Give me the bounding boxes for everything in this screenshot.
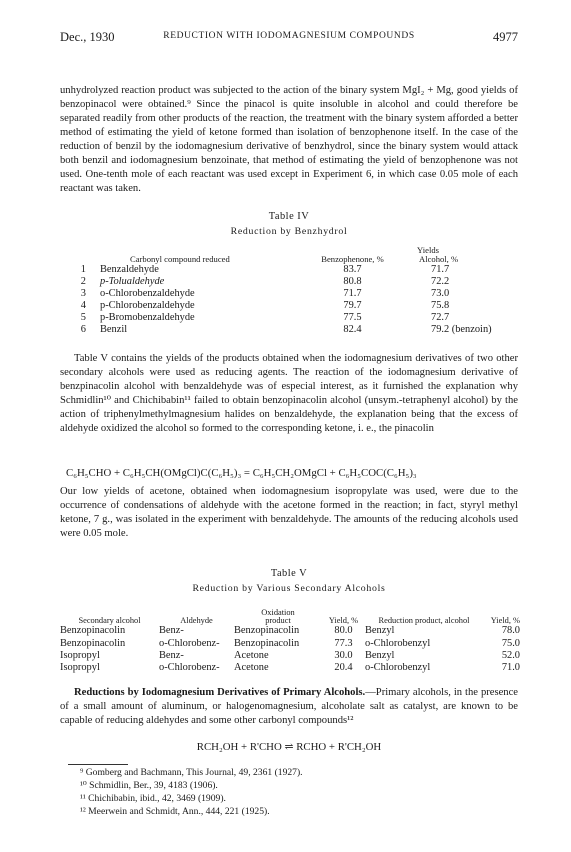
table-5-col-alcohol: Secondary alcohol [78,616,141,625]
table-5-col-reduction: Reduction product, alcohol [378,616,470,625]
table-5-col-oxidation: Oxidation product [261,607,295,625]
section-body: —Primary alcohols, in the presence of a small amount of aluminum, or halogenomagnesium, alcoholate salt as catalyst, are known to be capable of reducing aldehydes and some other carbonyl compounds¹² [60,687,518,726]
table-cell: p-Bromobenzaldehyde [100,312,195,324]
table-row: 5 p-Bromobenzaldehyde 77.5 72.7 [80,312,450,324]
table-row: 2 p-Tolualdehyde 80.8 72.2 [80,276,450,288]
table-4 [60,246,520,337]
footnote-divider [68,764,128,765]
table-5-title: Reduction by Various Secondary Alcohols [192,583,386,594]
table-row: Benzopinacolin Benz- Benzopinacolin 80.0 Benzyl 78.0 [60,625,520,637]
table-row: 1 Benzaldehyde 83.7 71.7 [80,264,450,275]
section-heading: Reductions by Iodomagnesium Derivatives of Primary Alcohols. [74,687,366,698]
table-row: Isopropyl o-Chlorobenz- Acetone 20.4 o-Chlorobenzyl 71.0 [60,661,520,673]
footnote-9: ⁹ Gomberg and Bachmann, This Journal, 49, 2361 (1927). [80,767,303,778]
table-4-title: Reduction by Benzhydrol [230,226,348,237]
table-5-col-aldehyde: Aldehyde [180,616,213,625]
table-row: 3 o-Chlorobenzaldehyde 71.7 73.0 [80,288,450,300]
table-5 [60,608,520,674]
table-row: 4 p-Chlorobenzaldehyde 79.7 75.8 [80,300,450,312]
table-row: 6 Benzil 82.4 79.2 (benzoin) [80,324,492,336]
header-date: Dec., 1930 [60,30,115,44]
table-cell: Benzaldehyde [100,264,159,275]
table-row: Benzopinacolin o-Chlorobenz- Benzopinacolin 77.3 o-Chlorobenzyl 75.0 [60,637,520,649]
table-5-col-yield-2: Yield, % [490,616,520,625]
equation-2: RCH₂OH + R'CHO ⇌ RCHO + R'CH₂OH [196,741,382,753]
table-cell: p-Tolualdehyde [100,276,165,288]
running-head [60,30,518,48]
header-title: REDUCTION WITH IODOMAGNESIUM COMPOUNDS [163,31,415,41]
equation-1: C₆H₅CHO + C₆H₅CH(OMgCl)C(C₆H₅)₃ = C₆H₅CH₂OMgCl + C₆H₅COC(C₆H₅)₃ [66,467,417,479]
section-paragraph [60,686,518,728]
table-4-yields-header: Yields [417,245,439,255]
table-4-col-benzophenone: Benzophenone, % [321,254,384,264]
table-4-label: Table IV [268,211,310,222]
table-4-col-alcohol: Alcohol, % [419,254,459,264]
footnote-11: ¹¹ Chichibabin, ibid., 42, 3469 (1909). [80,793,226,804]
paragraph-1: unhydrolyzed reaction product was subjected to the action of the binary system MgI₂ + Mg, good yields of benzopinacol were obtained.⁹ Since the pinacol is quite insoluble in alcohol and could therefore be separated readily from other products of the reaction, the treatment with the binary system afforded a better method of estimating the yield of ketone formed than isolation of benzophenone itself. In the case of the reduction of benzil by the iodomagnesium derivative of benzhydrol, since the binary system would attack both benzil and iodomagnesium benzoinate, that method of estimating the yield of benzophenone was not used. One-tenth mole of each reactant was used except in Experiment 6, in which case 0.05 mole of each reactant was taken. [60,85,518,194]
table-cell: o-Chlorobenzaldehyde [100,288,195,300]
table-cell: Benzil [100,324,128,336]
table-5-col-yield-1: Yield, % [328,616,359,625]
paragraph-2: Table V contains the yields of the products obtained when the iodomagnesium derivatives of two other secondary alcohols were used as reducing agents. The reaction of the iodomagnesium derivative of benzpinacolin alcohol with benzaldehyde was of especial interest, as it furnished the explanation why Schmidlin¹⁰ and Chichibabin¹¹ failed to obtain benzopinacolin alcohol (unsym.-tetraphenyl alcohol) by the action of triphenylmethylmagnesium halides on benzaldehyde, the explanation being that the excess of aldehyde oxidized the alcohol so formed to the corresponding ketone, i. e., the pinacolin [60,353,518,434]
table-row: Isopropyl Benz- Acetone 30.0 Benzyl 52.0 [60,649,520,661]
paragraph-3: Our low yields of acetone, obtained when iodomagnesium isopropylate was used, were due to the occurrence of condensations of aldehyde with the acetone formed in the reaction; in fact, styryl methyl ketone, 7 g., was isolated in the experiment with benzaldehyde. The amounts of the reducing alcohols used were 0.05 mole. [60,486,518,539]
table-5-label: Table V [270,568,308,579]
table-cell: p-Chlorobenzaldehyde [100,300,195,312]
table-4-col-compound: Carbonyl compound reduced [130,254,230,264]
page-number: 4977 [493,30,518,44]
footnote-12: ¹² Meerwein and Schmidt, Ann., 444, 221 (1925). [80,806,270,817]
footnote-10: ¹⁰ Schmidlin, Ber., 39, 4183 (1906). [80,780,218,791]
